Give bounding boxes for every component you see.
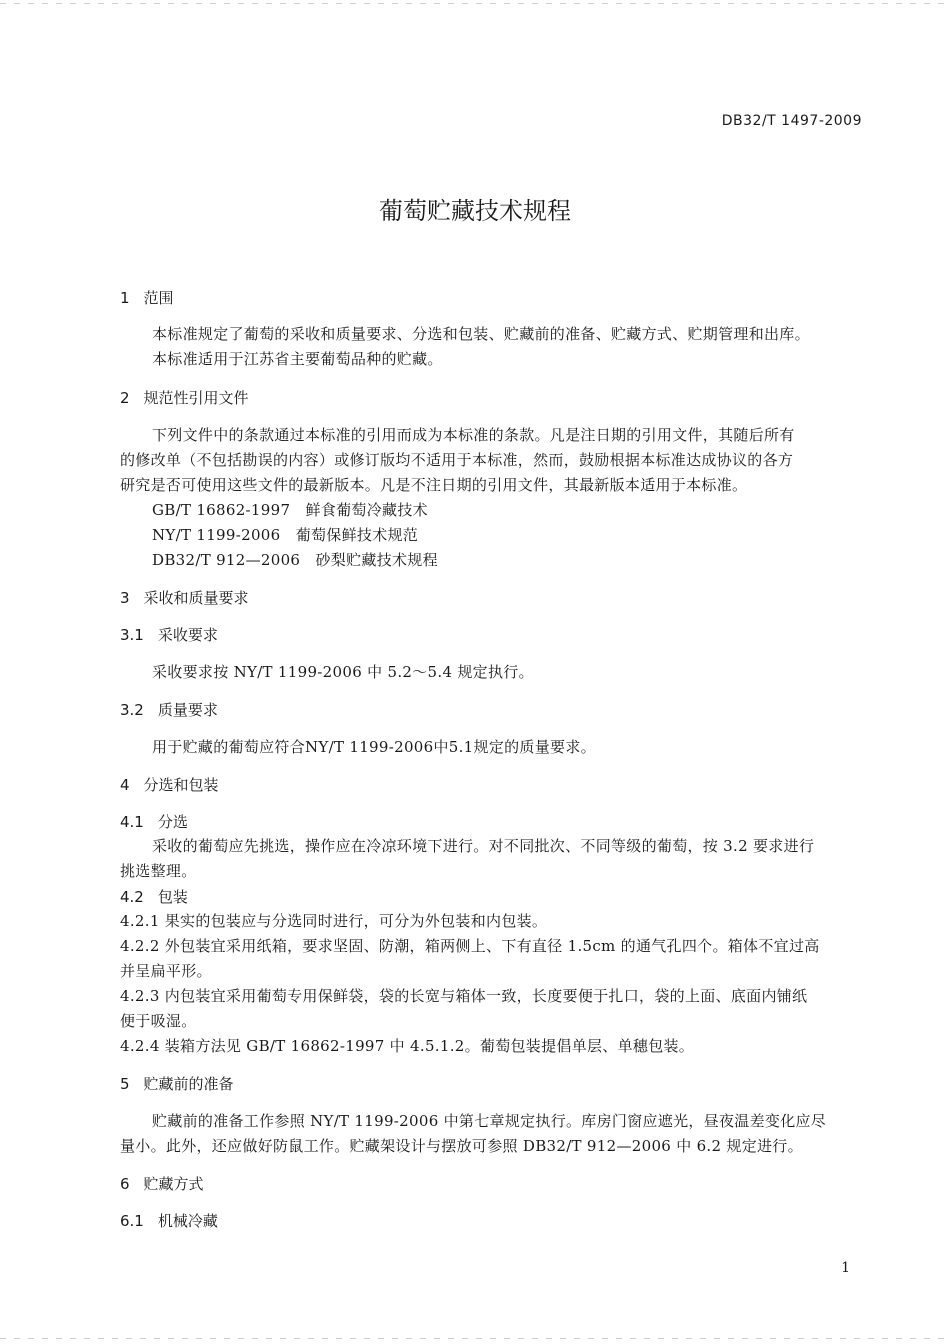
section-number: 3 (120, 589, 130, 607)
subsection-title: 机械冷藏 (157, 1212, 218, 1230)
clause-4-2-4: 4.2.4 装箱方法见 GB/T 16862-1997 中 4.5.1.2。葡萄包装提倡单层、单穗包装。 (120, 1037, 695, 1055)
subsection-3-1-heading (120, 624, 218, 645)
subsection-number: 4.2 (120, 888, 144, 906)
section-title: 分选和包装 (143, 776, 219, 794)
section-3-heading (120, 587, 249, 608)
section-number: 4 (120, 776, 130, 794)
subsection-title: 质量要求 (157, 701, 218, 719)
s5-line-2: 量小。此外，还应做好防鼠工作。贮藏架设计与摆放可参照 DB32/T 912—2006 中 6.2 规定进行。 (120, 1137, 803, 1155)
reference-name: 葡萄保鲜技术规范 (295, 526, 419, 544)
section-title: 贮藏前的准备 (143, 1075, 234, 1093)
section-number: 2 (120, 389, 130, 407)
section-title: 采收和质量要求 (143, 589, 249, 607)
section-number: 5 (120, 1075, 130, 1093)
s2-line-2: 的修改单（不包括勘误的内容）或修订版均不适用于本标准，然而，鼓励根据本标准达成协议的各方 (120, 451, 794, 469)
section-5-heading (120, 1073, 234, 1094)
clause-4-2-2-line-1: 4.2.2 外包装宜采用纸箱，要求坚固、防潮，箱两侧上、下有直径 1.5cm 的通气孔四个。箱体不宜过高 (120, 937, 820, 955)
s2-line-3: 研究是否可使用这些文件的最新版本。凡是不注日期的引用文件，其最新版本适用于本标准。 (120, 476, 748, 494)
subsection-6-1-heading (120, 1210, 218, 1231)
subsection-4-2-heading (120, 886, 188, 907)
subsection-title: 包装 (157, 888, 188, 906)
reference-code: GB/T 16862-1997 (152, 501, 291, 519)
reference-item (152, 549, 438, 570)
s1-paragraph-1: 本标准规定了葡萄的采收和质量要求、分选和包装、贮藏前的准备、贮藏方式、贮期管理和出库。 (152, 325, 810, 343)
s1-paragraph-2: 本标准适用于江苏省主要葡萄品种的贮藏。 (152, 350, 443, 368)
section-2-heading (120, 387, 249, 408)
section-1-heading (120, 287, 174, 308)
section-title: 范围 (143, 289, 174, 307)
section-title: 贮藏方式 (143, 1175, 204, 1193)
subsection-number: 3.1 (120, 626, 144, 644)
subsection-number: 3.2 (120, 701, 144, 719)
clause-4-2-3-line-2: 便于吸湿。 (120, 1012, 197, 1030)
scan-artifact-bottom (0, 1338, 950, 1339)
s5-line-1: 贮藏前的准备工作参照 NY/T 1199-2006 中第七章规定执行。库房门窗应遮光，昼夜温差变化应尽 (152, 1112, 827, 1130)
section-number: 1 (120, 289, 130, 307)
document-number: DB32/T 1497-2009 (721, 113, 862, 129)
subsection-3-2-heading (120, 699, 218, 720)
section-4-heading (120, 774, 219, 795)
section-title: 规范性引用文件 (143, 389, 249, 407)
clause-4-2-1: 4.2.1 果实的包装应与分选同时进行，可分为外包装和内包装。 (120, 912, 548, 930)
s41-line-1: 采收的葡萄应先挑选，操作应在冷凉环境下进行。对不同批次、不同等级的葡萄，按 3.2 要求进行 (152, 837, 815, 855)
clause-4-2-3-line-1: 4.2.3 内包装宜采用葡萄专用保鲜袋，袋的长宽与箱体一致，长度要便于扎口，袋的上面、底面内铺纸 (120, 987, 808, 1005)
reference-name: 砂梨贮藏技术规程 (315, 551, 438, 569)
section-number: 6 (120, 1175, 130, 1193)
subsection-number: 4.1 (120, 813, 144, 831)
subsection-number: 6.1 (120, 1212, 144, 1230)
subsection-4-1-heading (120, 811, 188, 832)
reference-name: 鲜食葡萄冷藏技术 (305, 501, 428, 519)
subsection-title: 分选 (157, 813, 188, 831)
reference-code: NY/T 1199-2006 (152, 526, 281, 544)
subsection-title: 采收要求 (157, 626, 218, 644)
reference-item (152, 524, 418, 545)
reference-item (152, 499, 428, 520)
s2-line-1: 下列文件中的条款通过本标准的引用而成为本标准的条款。凡是注日期的引用文件，其随后所有 (152, 426, 795, 444)
s32-text: 用于贮藏的葡萄应符合NY/T 1199-2006中5.1规定的质量要求。 (152, 738, 596, 756)
reference-code: DB32/T 912—2006 (152, 551, 301, 569)
clause-4-2-2-line-2: 并呈扁平形。 (120, 962, 212, 980)
s31-text: 采收要求按 NY/T 1199-2006 中 5.2～5.4 规定执行。 (152, 663, 534, 681)
page-number: 1 (841, 1260, 850, 1276)
scan-artifact-top (0, 3, 950, 4)
page-title: 葡萄贮藏技术规程 (379, 197, 571, 225)
s41-line-2: 挑选整理。 (120, 862, 197, 880)
section-6-heading (120, 1173, 204, 1194)
